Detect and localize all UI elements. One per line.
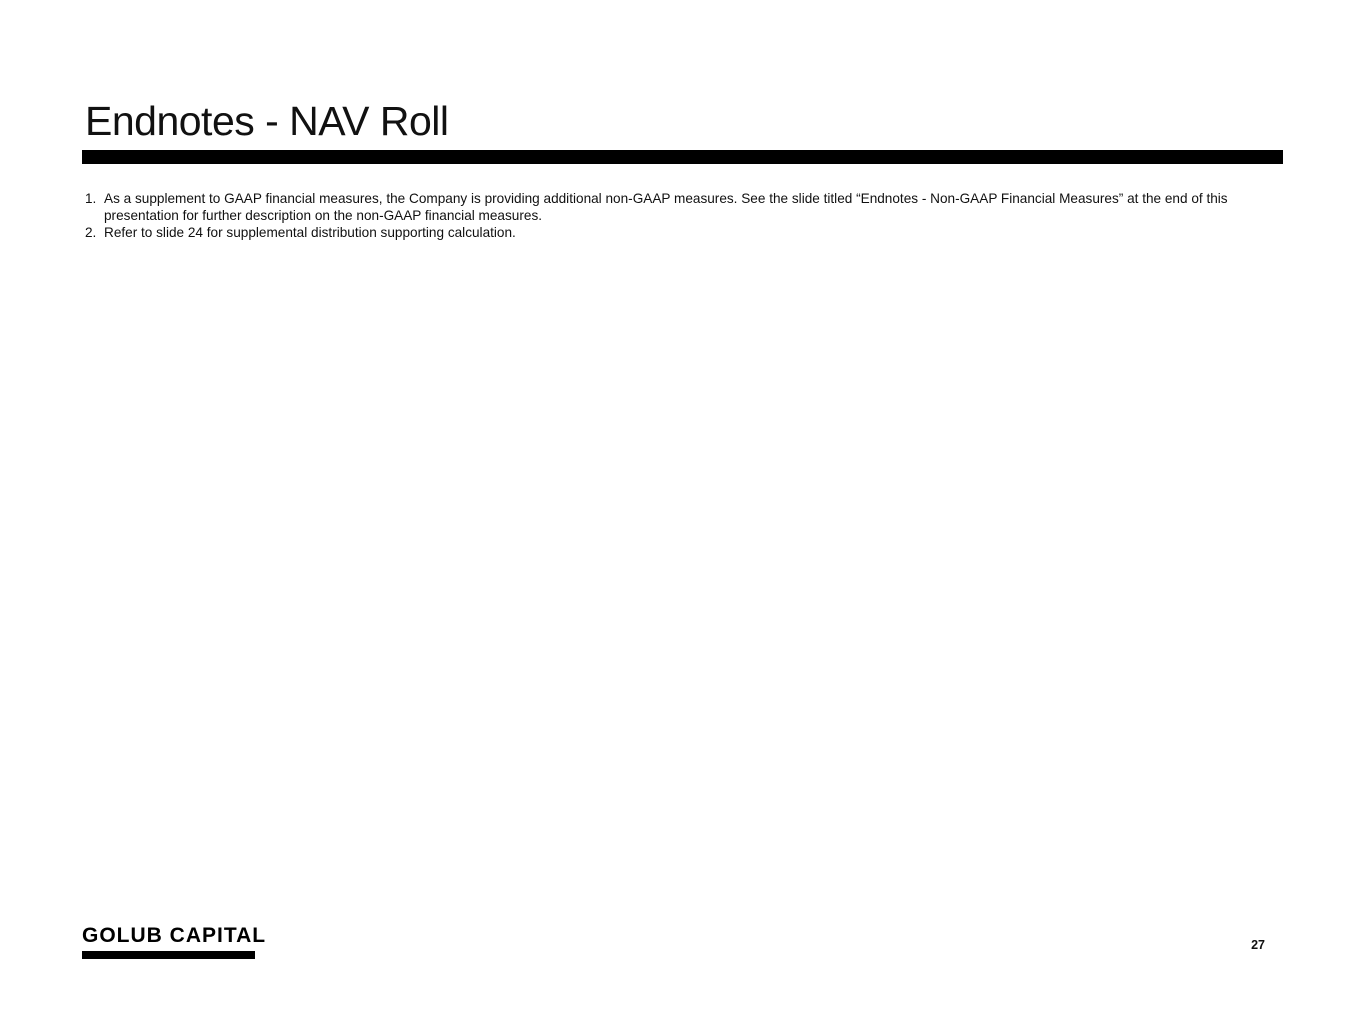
logo-underline-bar (82, 951, 255, 959)
endnote-text: As a supplement to GAAP financial measures, the Company is providing additional non-GAAP measures. See the slide titled “Endnotes - Non-GAAP Financial Measures” at the end of this presentation for further description on the non-GAAP financial measures. (104, 191, 1228, 223)
title-divider (82, 150, 1283, 164)
endnote-item (85, 190, 1285, 224)
page-number: 27 (1251, 938, 1265, 952)
logo-wordmark: GOLUB CAPITAL (82, 924, 267, 947)
page-title: Endnotes - NAV Roll (85, 98, 449, 144)
company-logo (82, 924, 267, 959)
endnotes-list (85, 190, 1285, 241)
endnote-item (85, 224, 1285, 241)
endnote-number: 1. (85, 191, 97, 206)
endnote-number: 2. (85, 225, 97, 240)
endnote-text: Refer to slide 24 for supplemental distribution supporting calculation. (104, 225, 516, 240)
